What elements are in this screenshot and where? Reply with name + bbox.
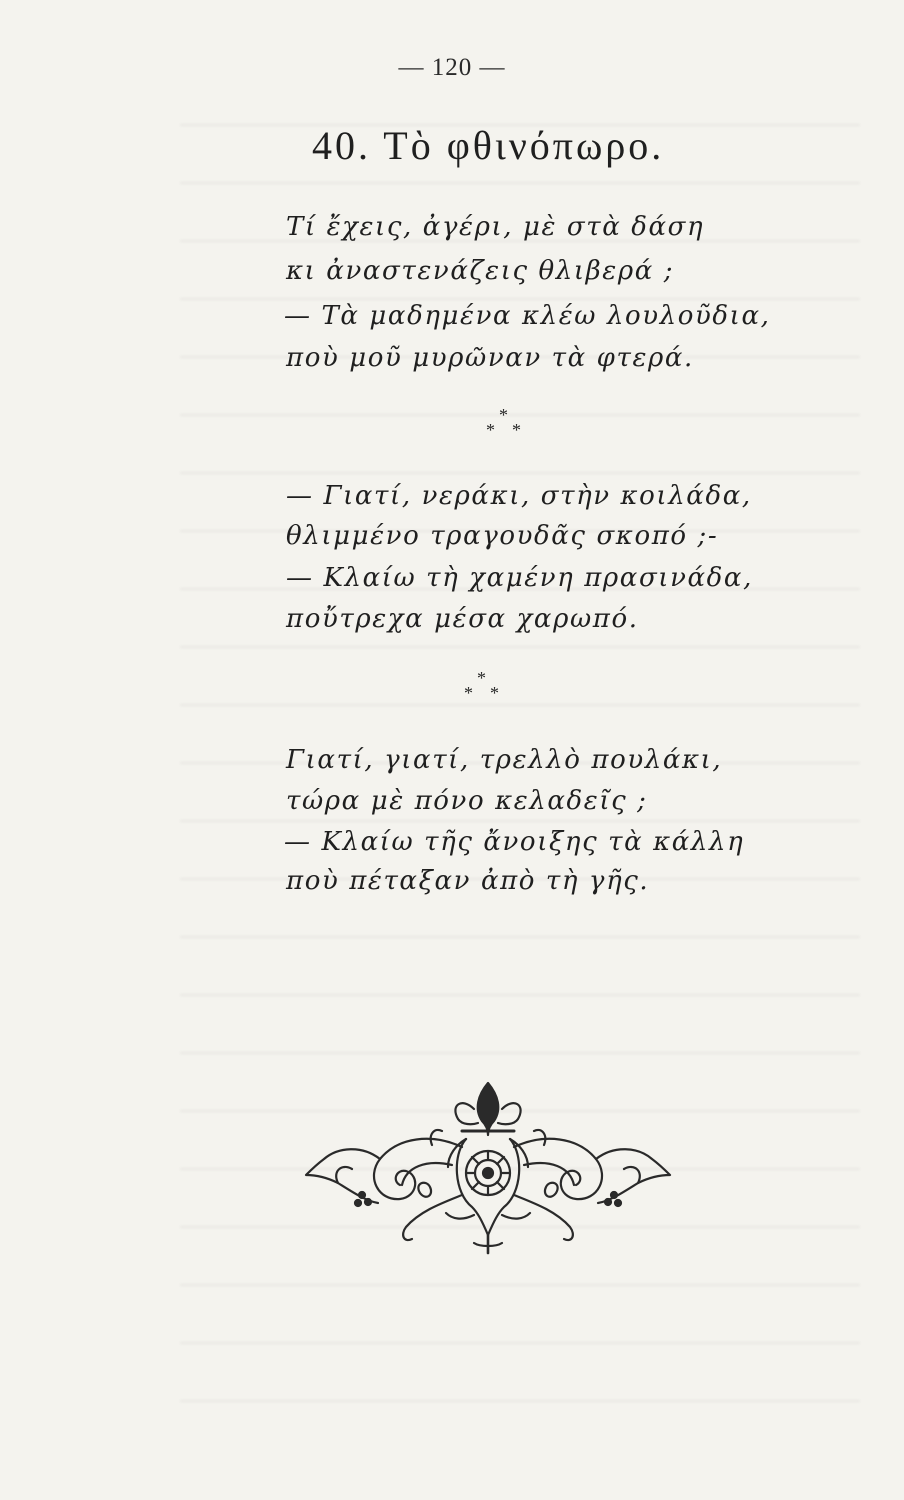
poem-line: — Κλαίω τῆς ἄνοιξης τὰ κάλλη: [284, 827, 745, 857]
asterism-divider: [478, 405, 538, 445]
poem-line: — Κλαίω τὴ χαμένη πρασινάδα,: [286, 563, 753, 593]
poem-line: κι ἀναστενάζεις θλιβερά ;: [286, 256, 675, 286]
asterisk: *: [486, 420, 495, 440]
poem-line: — Τὰ μαδημένα κλέω λουλοῦδια,: [284, 301, 771, 331]
asterisk: *: [477, 668, 486, 688]
fleuron-ornament-icon: [302, 1075, 674, 1260]
page-number: — 120 —: [398, 54, 506, 81]
poem-line: Τί ἔχεις, ἀγέρι, μὲ στὰ δάση: [286, 212, 705, 242]
asterisk: *: [512, 420, 521, 440]
poem-line: ποὺ πέταξαν ἀπὸ τὴ γῆς.: [286, 866, 650, 896]
poem-line: ποὔτρεχα μέσα χαρωπό.: [286, 604, 639, 634]
poem-line: ποὺ μοῦ μυρῶναν τὰ φτερά.: [286, 343, 694, 373]
poem-line: Γιατί, γιατί, τρελλὸ πουλάκι,: [286, 745, 723, 775]
asterisk: *: [499, 405, 508, 425]
poem-title: 40. Τὸ φθινόπωρο.: [312, 123, 665, 168]
poem-line: θλιμμένο τραγουδᾶς σκοπό ;-: [286, 521, 719, 551]
asterism-divider: [456, 668, 516, 708]
poem-line: — Γιατί, νεράκι, στὴν κοιλάδα,: [286, 481, 752, 511]
asterisk: *: [490, 683, 499, 703]
asterisk: *: [464, 683, 473, 703]
poem-line: τώρα μὲ πόνο κελαδεῖς ;: [286, 786, 648, 816]
